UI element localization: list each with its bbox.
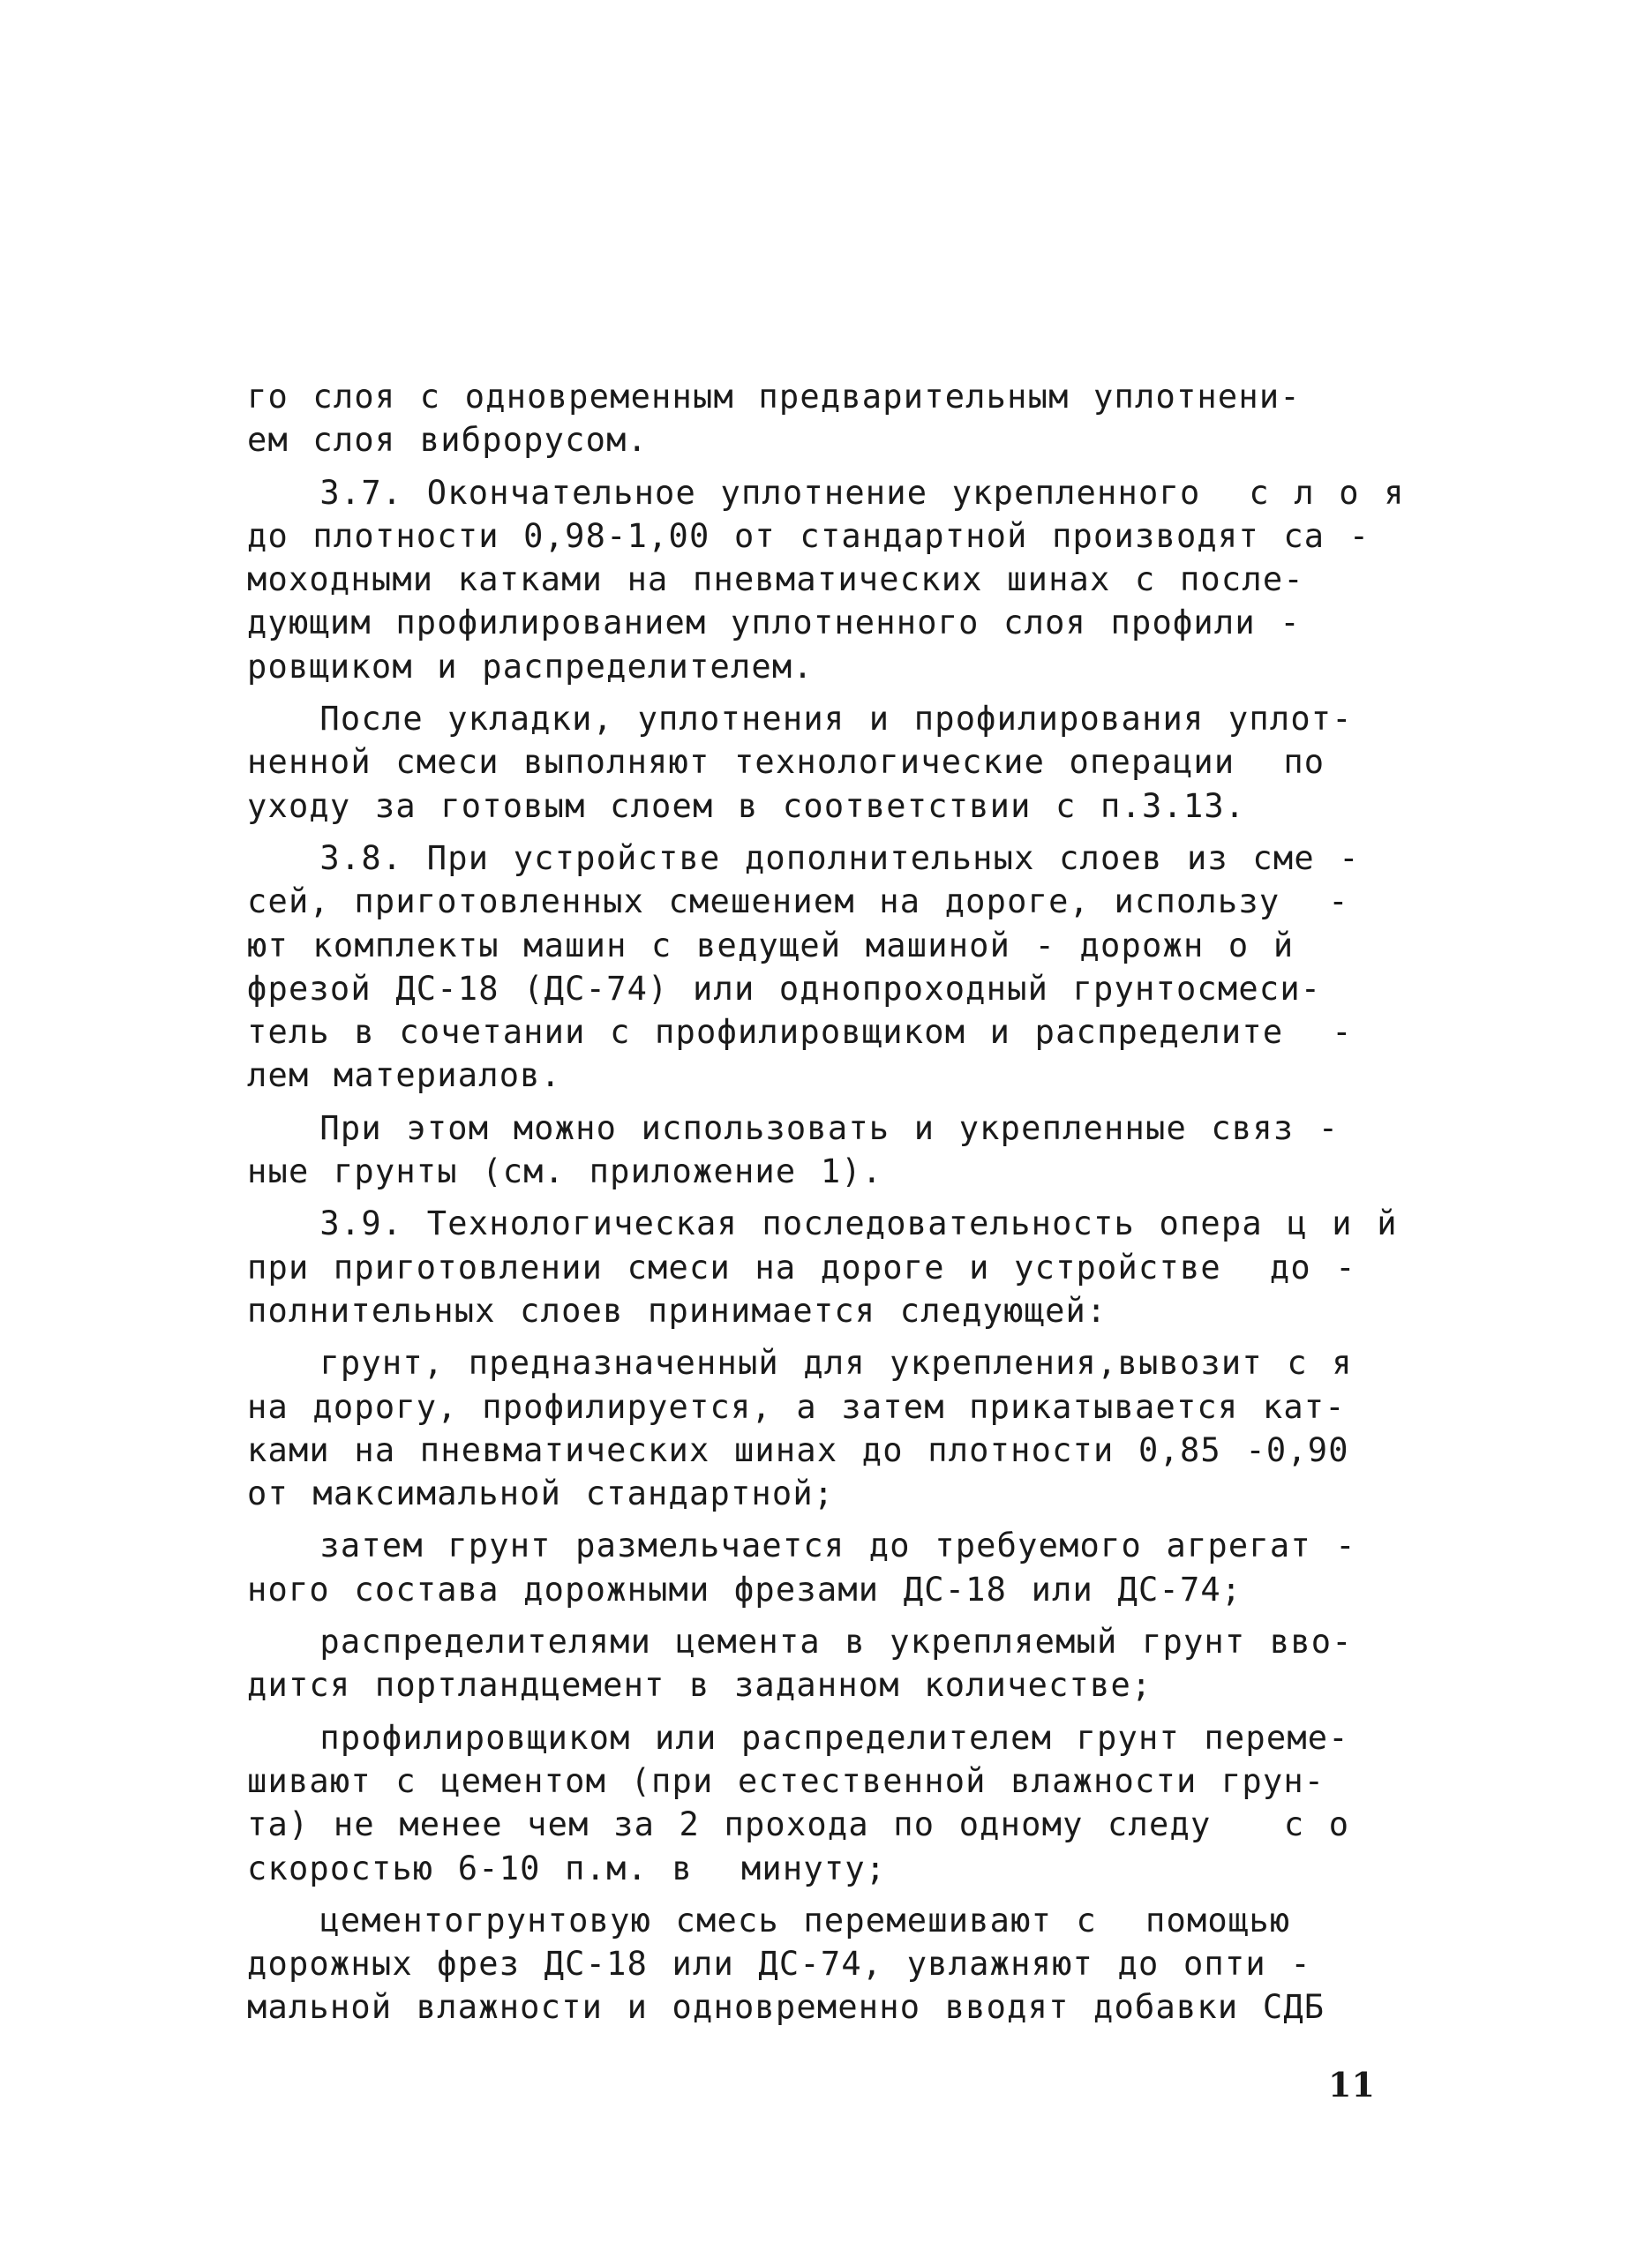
text-line: полнительных слоев принимается следующей: — [247, 1291, 1108, 1330]
text-line: го слоя с одновременным предварительным уплотнени- — [247, 378, 1301, 416]
section-3-8 — [247, 837, 1385, 1098]
text-line: ного состава дорожными фрезами ДС-18 или ДС-74; — [247, 1570, 1243, 1609]
text-line: профилировщиком или распределителем грунт переме- — [247, 1718, 1349, 1757]
text-line: 3.7. Окончательное уплотнение укрепленного с л о я — [247, 473, 1405, 512]
text-line: 3.9. Технологическая последовательность опера ц и й — [247, 1204, 1398, 1243]
text-line: дующим профилированием уплотненного слоя профили - — [247, 604, 1301, 642]
text-line: ные грунты (см. приложение 1). — [247, 1152, 883, 1191]
text-line: сей, приготовленных смешением на дороге, использу - — [247, 882, 1349, 921]
text-line: фрезой ДС-18 (ДС-74) или однопроходный грунтосмеси- — [247, 969, 1322, 1008]
body-text — [247, 375, 1405, 2030]
text-line: ют комплекты машин с ведущей машиной - дорожн о й — [247, 926, 1295, 964]
list-item — [247, 1716, 1385, 1890]
text-line: дится портландцемент в заданном количестве; — [247, 1666, 1153, 1705]
text-line: до плотности 0,98-1,00 от стандартной производят са - — [247, 516, 1370, 555]
text-line: цементогрунтовую смесь перемешивают с помощью — [247, 1901, 1291, 1940]
text-line: при приготовлении смеси на дороге и устройстве до - — [247, 1248, 1356, 1287]
text-line: После укладки, уплотнения и профилирования уплот- — [247, 700, 1353, 739]
text-line: ненной смеси выполняют технологические операции по — [247, 743, 1325, 782]
text-line: ровщиком и распределителем. — [247, 647, 814, 686]
paragraph — [247, 1107, 1385, 1194]
text-line: затем грунт размельчается до требуемого агрегат - — [247, 1527, 1356, 1565]
text-line: та) не менее чем за 2 прохода по одному следу с о — [247, 1805, 1350, 1844]
text-line: При этом можно использовать и укрепленные связ - — [247, 1108, 1340, 1147]
text-line: ем слоя виброрусом. — [247, 421, 649, 460]
text-line: скоростью 6-10 п.м. в минуту; — [247, 1849, 887, 1887]
list-item — [247, 1524, 1385, 1611]
section-3-7 — [247, 471, 1405, 688]
text-line: 3.8. При устройстве дополнительных слоев из сме - — [247, 838, 1360, 877]
list-item — [247, 1341, 1385, 1515]
text-line: шивают с цементом (при естественной влажности грун- — [247, 1761, 1325, 1800]
list-item — [247, 1620, 1385, 1707]
text-line: моходными катками на пневматических шинах с после- — [247, 560, 1304, 599]
text-line: дорожных фрез ДС-18 или ДС-74, увлажняют до опти - — [247, 1945, 1311, 1984]
text-line: тель в сочетании с профилировщиком и распределите - — [247, 1013, 1353, 1052]
text-line: уходу за готовым слоем в соответствии с п.3.13. — [247, 786, 1246, 825]
text-line: мальной влажности и одновременно вводят добавки СДБ — [247, 1988, 1325, 2027]
text-line: от максимальной стандартной; — [247, 1474, 835, 1513]
text-line: грунт, предназначенный для укрепления,вывозит с я — [247, 1344, 1353, 1383]
text-line: лем материалов. — [247, 1056, 562, 1095]
list-item — [247, 1899, 1385, 2030]
text-line: на дорогу, профилируется, а затем прикатывается кат- — [247, 1387, 1346, 1426]
text-line: ками на пневматических шинах до плотности 0,85 -0,90 — [247, 1430, 1349, 1469]
page-number: 11 — [1328, 2065, 1375, 2105]
section-3-9 — [247, 1202, 1398, 1332]
text-line: распределителями цемента в укрепляемый грунт вво- — [247, 1623, 1353, 1662]
paragraph — [247, 375, 1385, 462]
paragraph — [247, 697, 1385, 828]
